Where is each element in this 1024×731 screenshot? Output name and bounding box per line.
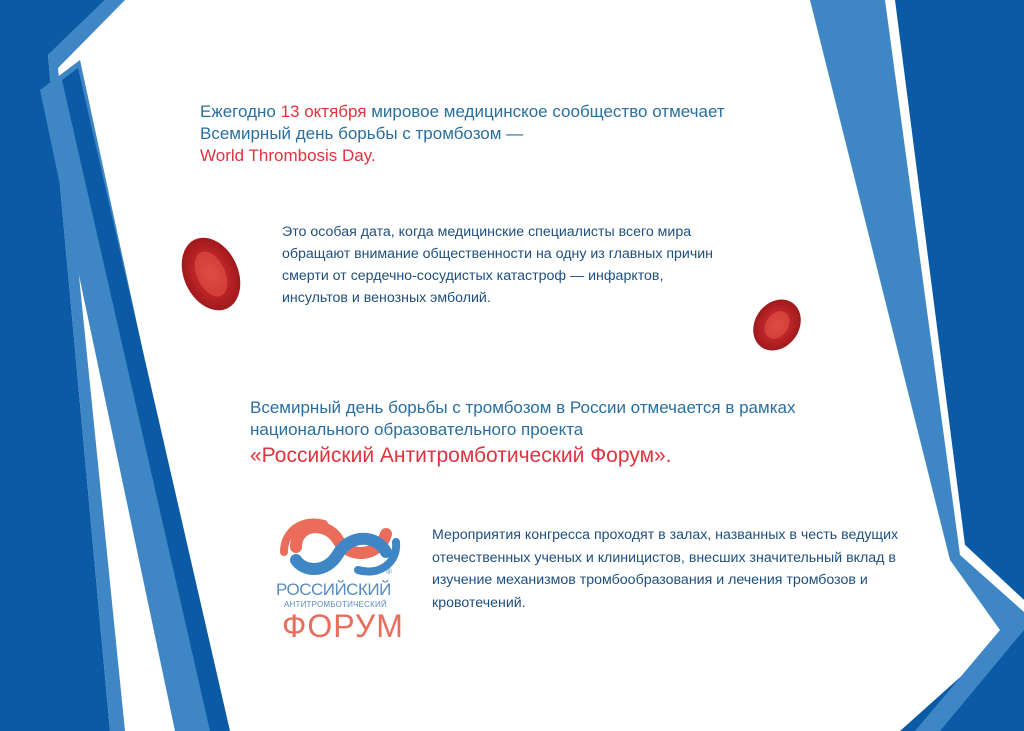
intro-paragraph [200,101,760,167]
intro-date: 13 октября [280,102,367,121]
special-date-paragraph: Это особая дата, когда медицинские специалисты всего мира обращают внимание общественности на одну из главных причин смерти от сердечно-сосудистых катастроф — инфарктов, инсультов и венозных эмболий. [282,224,714,306]
red-blood-cell-icon [749,296,805,354]
intro-text-a: Ежегодно [200,102,281,121]
forum-name: «Российский Антитромботический Форум». [250,444,672,467]
intro-text-b: мировое медицинское сообщество отмечает Всемирный день борьбы с тромбозом — [200,102,725,143]
russia-text: Всемирный день борьбы с тромбозом в России отмечается в рамках национального образовательного проекта [250,398,796,439]
russia-paragraph [250,397,850,471]
congress-paragraph: Мероприятия конгресса проходят в залах, названных в честь ведущих отечественных ученых и клиницистов, внесших значительный вклад в изучение механизмов тромбообразования и лечения тромбозов и кровотечений. [432,527,899,611]
red-blood-cell-icon [176,232,246,316]
logo-line1: РОССИЙСКИЙ [276,580,391,599]
logo-line2: АНТИТРОМБОТИЧЕСКИЙ [284,600,387,609]
logo-registered-mark: ® [386,567,392,576]
logo-line3: ФОРУМ [282,608,404,644]
intro-english-name: World Thrombosis Day. [200,146,376,165]
